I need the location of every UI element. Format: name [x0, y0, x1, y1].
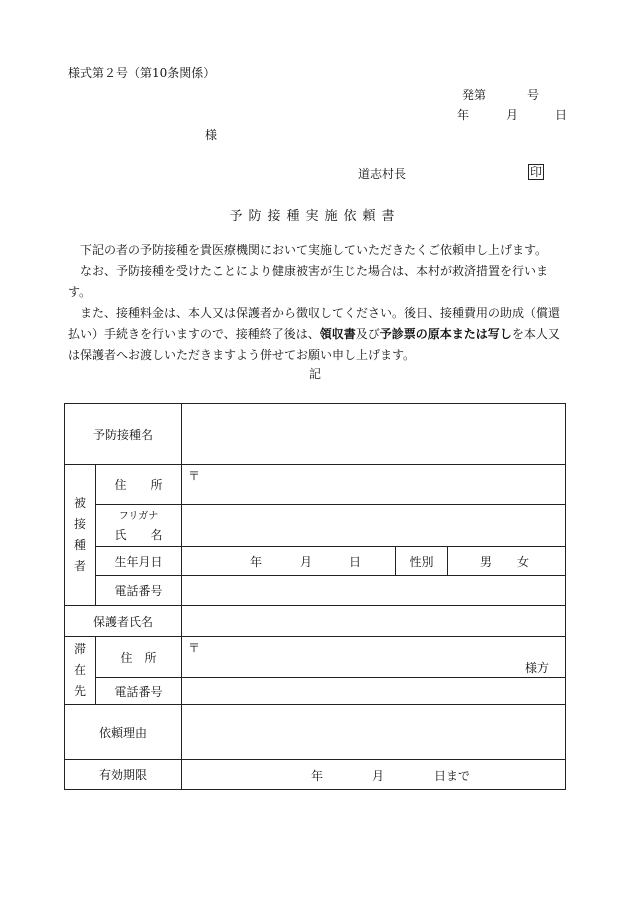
furigana-label: フリガナ	[118, 510, 159, 522]
address-field[interactable]	[182, 465, 565, 504]
receipt-emphasis: 領収書	[319, 327, 356, 341]
guardian-name-label: 保護者氏名	[92, 614, 153, 629]
recipient-char-3: 種	[73, 538, 86, 552]
date-month: 月	[506, 108, 519, 122]
birth-month: 月	[300, 555, 313, 569]
name-label	[96, 505, 181, 546]
reason-field[interactable]	[182, 705, 565, 759]
sex-male[interactable]: 男	[480, 555, 493, 569]
stay-suffix: 様方	[524, 661, 549, 675]
paragraph-2: なお、予防接種を受けたことにより健康被害が生じた場合は、本村が救済措置を行います。	[68, 264, 549, 299]
addressee-suffix: 様	[205, 128, 218, 142]
questionnaire-emphasis: 予診票の原本または写し	[379, 327, 512, 341]
stay-address-label: 住 所	[120, 650, 157, 665]
recipient-label	[65, 465, 95, 605]
paragraph-3-d: を本人又は保護者へお渡しいただきますよう併せてお願い申し上げます。	[68, 327, 560, 362]
seal-box: 印	[530, 165, 543, 179]
stay-label	[65, 637, 95, 704]
validity-until: 日まで	[434, 769, 471, 783]
address-label: 住 所	[114, 478, 163, 492]
issue-no-label: 発第	[462, 88, 487, 102]
stay-char-1: 滞	[73, 642, 86, 656]
guardian-name-field[interactable]	[182, 606, 565, 636]
postal-mark: 〒	[188, 469, 201, 483]
recipient-char-2: 接	[73, 517, 86, 531]
sex-label: 性別	[409, 554, 434, 569]
recipient-char-1: 被	[73, 496, 86, 510]
birth-year: 年	[250, 555, 263, 569]
birthdate-label: 生年月日	[114, 554, 163, 569]
stay-char-2: 在	[73, 663, 86, 677]
date-day: 日	[555, 108, 568, 122]
date-year: 年	[457, 108, 470, 122]
validity-label: 有効期限	[98, 768, 147, 782]
recipient-char-4: 者	[73, 559, 86, 573]
stay-phone-label: 電話番号	[114, 684, 163, 699]
stay-char-3: 先	[73, 684, 86, 698]
form-number: 様式第２号（第10条関係）	[68, 66, 216, 80]
name-label-text: 氏 名	[114, 527, 163, 542]
paragraph-3-a: また、接種料金は、本人又は保護者から徴収してください。後日、接種費用の助成（償還払い）手続きを行いますので、接種終了後は、	[68, 306, 561, 341]
stay-postal-mark: 〒	[188, 641, 201, 655]
phone-field[interactable]	[182, 576, 565, 605]
vaccine-name-label: 予防接種名	[92, 427, 153, 442]
phone-label: 電話番号	[114, 584, 163, 598]
validity-year: 年	[311, 769, 324, 783]
stay-phone-field[interactable]	[182, 678, 565, 704]
sender-name: 道志村長	[358, 167, 407, 181]
ki-heading: 記	[308, 367, 321, 381]
vaccine-name-field[interactable]	[182, 404, 565, 464]
issue-no-suffix: 号	[527, 88, 540, 102]
birth-day: 日	[349, 555, 362, 569]
validity-month: 月	[372, 769, 385, 783]
stay-address-field[interactable]	[182, 637, 565, 677]
document-title: 予防接種実施依頼書	[229, 209, 401, 224]
reason-label: 依頼理由	[98, 725, 147, 740]
sex-female[interactable]: 女	[517, 555, 530, 569]
paragraph-1: 下記の者の予防接種を貴医療機関において実施していただきたくご依頼申し上げます。	[80, 243, 548, 257]
name-field[interactable]	[182, 505, 565, 546]
paragraph-3-c: 及び	[355, 327, 380, 341]
